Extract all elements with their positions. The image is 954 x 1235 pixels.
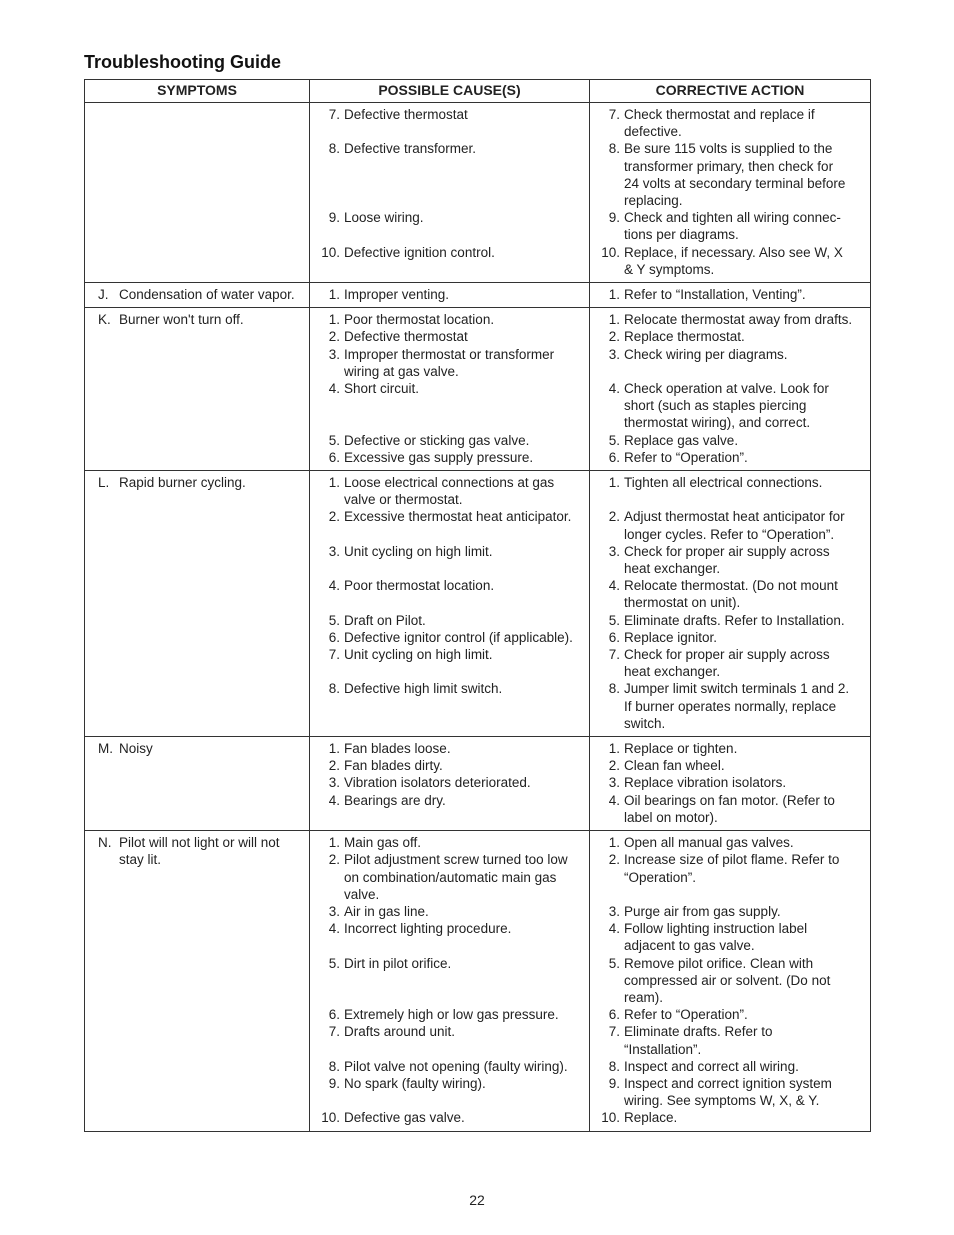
cause-item-text: Unit cycling on high limit. (344, 647, 493, 663)
cause-item-number: 1 . (314, 834, 344, 851)
troubleshooting-table (84, 79, 871, 1132)
action-item-text: Refer to “Installation, Venting”. (624, 287, 806, 303)
cause-item (314, 792, 583, 826)
symptom-letter: L. (98, 475, 110, 491)
action-item (594, 920, 864, 954)
action-item (594, 311, 864, 328)
table-row (85, 471, 871, 737)
action-item-number: 3 . (594, 774, 624, 791)
cause-item-text: Defective or sticking gas valve. (344, 432, 530, 448)
action-item (594, 209, 864, 243)
cause-item-number: 3 . (314, 346, 344, 380)
action-item-text: Refer to “Operation”. (624, 449, 748, 465)
cause-item-number: 9 . (314, 209, 344, 243)
cause-item (314, 311, 583, 328)
symptom-cell (85, 831, 310, 1131)
action-item (594, 646, 864, 680)
action-item (594, 851, 864, 903)
table-row (85, 737, 871, 831)
cause-item (314, 328, 583, 345)
cause-item-text: Defective transformer. (344, 141, 477, 157)
table-row (85, 283, 871, 308)
cause-item-text: Fan blades loose. (344, 741, 451, 757)
action-item-number: 2 . (594, 508, 624, 542)
action-item (594, 792, 864, 826)
action-item-text: Inspect and correct ignition system wiring. See symptoms W, X, & Y. (624, 1075, 832, 1109)
action-item-text: Relocate thermostat. (Do not mount thermostat on unit). (624, 578, 838, 611)
action-item-number: 7 . (594, 106, 624, 140)
action-item-text: Replace vibration isolators. (624, 775, 787, 791)
symptom-letter: J. (98, 287, 109, 303)
cause-item (314, 106, 583, 140)
action-item-number: 9 . (594, 209, 624, 243)
symptom-text: Condensation of water vapor. (119, 287, 295, 303)
action-item-number: 7 . (594, 1023, 624, 1057)
action-item-text: Clean fan wheel. (624, 758, 725, 774)
cause-item (314, 1006, 583, 1023)
action-item (594, 680, 864, 732)
cause-item (314, 474, 583, 508)
symptom (89, 834, 303, 868)
action-item (594, 432, 864, 449)
cause-item-text: Unit cycling on high limit. (344, 543, 493, 559)
cause-item-text: Defective ignition control. (344, 244, 495, 260)
cause-item-text: Fan blades dirty. (344, 758, 443, 774)
action-item-number: 1 . (594, 474, 624, 508)
header-possible-causes: POSSIBLE CAUSE(S) (310, 80, 590, 103)
cause-item-text: Defective thermostat (344, 329, 468, 345)
cause-item-text: No spark (faulty wiring). (344, 1075, 486, 1091)
symptom-text: Burner won't turn off. (119, 312, 244, 328)
action-item-number: 6 . (594, 1006, 624, 1023)
cause-item (314, 834, 583, 851)
cause-item (314, 680, 583, 732)
action-item-text: Refer to “Operation”. (624, 1007, 748, 1023)
action-item-text: Purge air from gas supply. (624, 903, 781, 919)
cause-item (314, 577, 583, 611)
action-item-number: 8 . (594, 680, 624, 732)
cause-item-number: 10 . (314, 1109, 344, 1126)
causes-cell (310, 471, 590, 737)
cause-item-text: Defective ignitor control (if applicable). (344, 629, 573, 645)
action-item-number: 5 . (594, 612, 624, 629)
symptom-cell (85, 103, 310, 283)
action-item (594, 508, 864, 542)
actions-cell (590, 103, 871, 283)
action-item-text: Eliminate drafts. Refer to Installation. (624, 612, 845, 628)
action-item (594, 346, 864, 380)
cause-item (314, 646, 583, 680)
cause-item (314, 851, 583, 903)
causes-cell (310, 103, 590, 283)
symptom-letter: M. (98, 741, 113, 757)
symptom-cell (85, 283, 310, 308)
cause-item (314, 1075, 583, 1109)
cause-item-number: 2 . (314, 851, 344, 903)
action-item-number: 6 . (594, 449, 624, 466)
cause-item-number: 1 . (314, 474, 344, 508)
action-item-text: Open all manual gas valves. (624, 835, 794, 851)
symptom (89, 740, 303, 757)
action-item-text: Replace ignitor. (624, 629, 718, 645)
action-item-number: 9 . (594, 1075, 624, 1109)
cause-item-text: Air in gas line. (344, 903, 429, 919)
symptom-cell (85, 737, 310, 831)
cause-item-text: Loose electrical connections at gas valve or thermostat. (344, 475, 555, 508)
action-item-text: Relocate thermostat away from drafts. (624, 312, 853, 328)
action-item (594, 1109, 864, 1126)
action-item-number: 10 . (594, 1109, 624, 1126)
action-item-text: Increase size of pilot flame. Refer to “Operation”. (624, 852, 840, 885)
cause-item (314, 244, 583, 278)
action-item-text: Check for proper air supply across heat exchanger. (624, 647, 830, 680)
cause-item (314, 757, 583, 774)
cause-item-number: 6 . (314, 629, 344, 646)
action-item (594, 106, 864, 140)
cause-item-number: 2 . (314, 508, 344, 542)
action-item (594, 740, 864, 757)
table-row (85, 308, 871, 471)
action-item (594, 955, 864, 1007)
symptom (89, 311, 303, 328)
symptom-cell (85, 308, 310, 471)
action-item-number: 2 . (594, 328, 624, 345)
causes-cell (310, 737, 590, 831)
header-corrective-action: CORRECTIVE ACTION (590, 80, 871, 103)
cause-item-text: Incorrect lighting procedure. (344, 921, 512, 937)
actions-cell (590, 831, 871, 1131)
action-item (594, 903, 864, 920)
table-header-row (85, 80, 871, 103)
action-item-number: 8 . (594, 140, 624, 209)
action-item-text: Check thermostat and replace if defective. (624, 107, 815, 140)
action-item (594, 757, 864, 774)
symptom-cell (85, 471, 310, 737)
cause-item (314, 920, 583, 954)
cause-item-number: 5 . (314, 432, 344, 449)
cause-item (314, 629, 583, 646)
cause-item-number: 10 . (314, 244, 344, 278)
action-item-text: Follow lighting instruction label adjacent to gas valve. (624, 921, 808, 954)
symptom (89, 286, 303, 303)
cause-item-text: Excessive thermostat heat anticipator. (344, 509, 572, 525)
table-row (85, 103, 871, 283)
action-item-number: 2 . (594, 851, 624, 903)
symptom-text: Pilot will not light or will not stay lit. (119, 835, 280, 868)
action-item (594, 1058, 864, 1075)
action-item (594, 449, 864, 466)
cause-item (314, 774, 583, 791)
action-item-text: Check operation at valve. Look for short (such as staples piercing thermostat wiring), and correct. (624, 381, 829, 431)
cause-item-number: 1 . (314, 286, 344, 303)
action-item-number: 6 . (594, 629, 624, 646)
cause-item (314, 432, 583, 449)
action-item-text: Check wiring per diagrams. (624, 346, 788, 362)
cause-item (314, 740, 583, 757)
cause-item-number: 8 . (314, 1058, 344, 1075)
actions-cell (590, 308, 871, 471)
symptom-text: Noisy (119, 741, 153, 757)
action-item-text: Inspect and correct all wiring. (624, 1058, 799, 1074)
action-item-number: 3 . (594, 543, 624, 577)
action-item-text: Check for proper air supply across heat exchanger. (624, 543, 830, 577)
cause-item-number: 7 . (314, 646, 344, 680)
cause-item-number: 2 . (314, 328, 344, 345)
cause-item-number: 1 . (314, 311, 344, 328)
cause-item-number: 2 . (314, 757, 344, 774)
page-number: 22 (469, 1192, 485, 1208)
cause-item-text: Short circuit. (344, 381, 420, 397)
cause-item-text: Defective thermostat (344, 107, 468, 122)
cause-item-text: Draft on Pilot. (344, 612, 426, 628)
cause-item-number: 6 . (314, 1006, 344, 1023)
table-body (85, 103, 871, 1132)
action-item (594, 1006, 864, 1023)
cause-item-text: Drafts around unit. (344, 1024, 456, 1040)
cause-item-number: 3 . (314, 543, 344, 577)
action-item-text: Tighten all electrical connections. (624, 475, 823, 491)
action-item-number: 10 . (594, 244, 624, 278)
cause-item (314, 346, 583, 380)
action-item-number: 8 . (594, 1058, 624, 1075)
cause-item-number: 8 . (314, 140, 344, 209)
action-item-text: Eliminate drafts. Refer to “Installation”. (624, 1024, 773, 1057)
header-symptoms: SYMPTOMS (85, 80, 310, 103)
action-item (594, 1023, 864, 1057)
symptom-letter: N. (98, 835, 112, 851)
action-item-number: 1 . (594, 286, 624, 303)
cause-item-number: 4 . (314, 920, 344, 954)
action-item (594, 380, 864, 432)
action-item-number: 3 . (594, 903, 624, 920)
cause-item-text: Defective gas valve. (344, 1110, 465, 1126)
action-item (594, 774, 864, 791)
causes-cell (310, 308, 590, 471)
cause-item-text: Poor thermostat location. (344, 578, 495, 594)
action-item (594, 834, 864, 851)
action-item-text: Remove pilot orifice. Clean with compressed air or solvent. (Do not ream). (624, 955, 831, 1005)
action-item-text: Replace. (624, 1110, 678, 1126)
cause-item-text: Loose wiring. (344, 210, 424, 226)
action-item (594, 629, 864, 646)
cause-item (314, 286, 583, 303)
cause-item (314, 955, 583, 1007)
symptom-text: Rapid burner cycling. (119, 475, 246, 491)
action-item-text: Check and tighten all wiring connec- tions per diagrams. (624, 210, 841, 243)
actions-cell (590, 471, 871, 737)
action-item-number: 2 . (594, 757, 624, 774)
action-item-number: 4 . (594, 577, 624, 611)
action-item-text: Replace thermostat. (624, 329, 745, 345)
cause-item-text: Main gas off. (344, 835, 422, 851)
symptom-letter: K. (98, 312, 111, 328)
cause-item-text: Dirt in pilot orifice. (344, 955, 452, 971)
action-item-number: 4 . (594, 792, 624, 826)
cause-item-text: Defective high limit switch. (344, 681, 503, 697)
cause-item-text: Pilot adjustment screw turned too low on combination/automatic main gas valve. (344, 852, 568, 902)
action-item (594, 1075, 864, 1109)
cause-item (314, 1109, 583, 1126)
cause-item-number: 5 . (314, 612, 344, 629)
action-item-number: 1 . (594, 311, 624, 328)
cause-item-number: 4 . (314, 577, 344, 611)
action-item-number: 5 . (594, 955, 624, 1007)
actions-cell (590, 737, 871, 831)
cause-item (314, 209, 583, 243)
cause-item-text: Bearings are dry. (344, 792, 446, 808)
action-item-number: 1 . (594, 834, 624, 851)
cause-item-number: 7 . (314, 1023, 344, 1057)
action-item (594, 612, 864, 629)
cause-item (314, 903, 583, 920)
cause-item (314, 1023, 583, 1057)
action-item-text: Adjust thermostat heat anticipator for longer cycles. Refer to “Operation”. (624, 509, 845, 542)
actions-cell (590, 283, 871, 308)
action-item-number: 1 . (594, 740, 624, 757)
cause-item-text: Poor thermostat location. (344, 312, 495, 328)
action-item-text: Replace or tighten. (624, 741, 738, 757)
action-item-number: 3 . (594, 346, 624, 380)
page-title: Troubleshooting Guide (84, 52, 281, 72)
causes-cell (310, 283, 590, 308)
action-item (594, 543, 864, 577)
symptom (89, 474, 303, 491)
action-item-number: 5 . (594, 432, 624, 449)
cause-item-text: Excessive gas supply pressure. (344, 449, 534, 465)
cause-item (314, 380, 583, 432)
cause-item-text: Improper venting. (344, 287, 450, 303)
cause-item (314, 508, 583, 542)
action-item-text: Be sure 115 volts is supplied to the transformer primary, then check for 24 volts at secondary terminal before replacing. (624, 141, 846, 209)
cause-item (314, 612, 583, 629)
cause-item-number: 7 . (314, 106, 344, 140)
action-item-number: 7 . (594, 646, 624, 680)
action-item-number: 4 . (594, 920, 624, 954)
cause-item-number: 3 . (314, 903, 344, 920)
cause-item-number: 5 . (314, 955, 344, 1007)
action-item (594, 474, 864, 508)
causes-cell (310, 831, 590, 1131)
action-item-number: 4 . (594, 380, 624, 432)
action-item-text: Replace gas valve. (624, 432, 739, 448)
action-item-text: Jumper limit switch terminals 1 and 2. If burner operates normally, replace switch. (624, 681, 850, 731)
cause-item-number: 4 . (314, 380, 344, 432)
cause-item (314, 1058, 583, 1075)
cause-item (314, 449, 583, 466)
action-item (594, 577, 864, 611)
action-item-text: Replace, if necessary. Also see W, X & Y symptoms. (624, 244, 843, 277)
action-item-text: Oil bearings on fan motor. (Refer to label on motor). (624, 792, 835, 825)
cause-item-number: 1 . (314, 740, 344, 757)
cause-item-number: 4 . (314, 792, 344, 826)
cause-item-number: 3 . (314, 774, 344, 791)
cause-item-text: Vibration isolators deteriorated. (344, 775, 531, 791)
cause-item-text: Improper thermostat or transformer wiring at gas valve. (344, 346, 555, 379)
action-item (594, 140, 864, 209)
table-row (85, 831, 871, 1131)
cause-item (314, 140, 583, 209)
cause-item-number: 6 . (314, 449, 344, 466)
action-item (594, 244, 864, 278)
cause-item-number: 8 . (314, 680, 344, 732)
cause-item (314, 543, 583, 577)
cause-item-number: 9 . (314, 1075, 344, 1109)
action-item (594, 286, 864, 303)
action-item (594, 328, 864, 345)
cause-item-text: Pilot valve not opening (faulty wiring). (344, 1058, 568, 1074)
cause-item-text: Extremely high or low gas pressure. (344, 1007, 559, 1023)
